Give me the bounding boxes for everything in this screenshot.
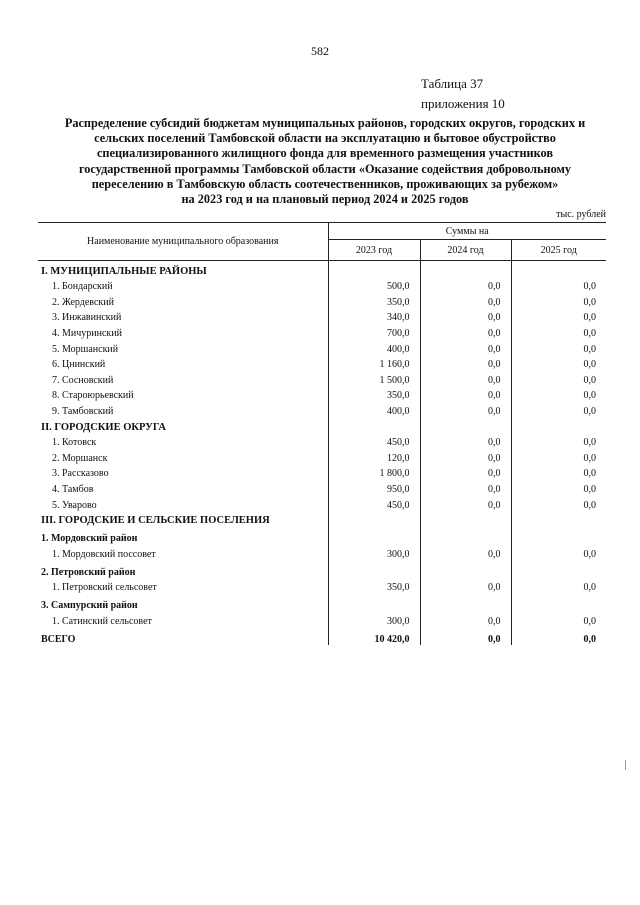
value-2025: 0,0 (583, 327, 597, 339)
title-line: специализированного жилищного фонда для временного размещения участников (96, 146, 554, 161)
value-2024: 0,0 (420, 611, 511, 627)
document-title (30, 116, 620, 207)
value-2024 (420, 560, 511, 578)
row-name: 1. Мордовский поссовет (38, 544, 328, 560)
value-2023: 350,0 (328, 292, 420, 308)
row-name: 2. Жердевский (38, 292, 328, 308)
value-2023 (328, 593, 420, 611)
row-name: 4. Тамбов (38, 479, 328, 495)
header-year-2024: 2024 год (420, 240, 511, 261)
table-row (38, 495, 606, 511)
value-2025: 0,0 (583, 499, 597, 511)
row-name: 3. Рассказово (38, 464, 328, 480)
value-2024: 0,0 (420, 292, 511, 308)
row-name: 2. Моршанск (38, 448, 328, 464)
table-row (38, 339, 606, 355)
table-row (38, 448, 606, 464)
value-2024 (420, 511, 511, 527)
row-name: III. ГОРОДСКИЕ И СЕЛЬСКИЕ ПОСЕЛЕНИЯ (38, 511, 328, 527)
value-2025: 0,0 (583, 437, 597, 449)
district-row (38, 560, 606, 578)
table-row (38, 292, 606, 308)
value-2024: 0,0 (420, 277, 511, 293)
title-line: на 2023 год и на плановый период 2024 и 2025 годов (181, 192, 469, 207)
value-2024 (420, 593, 511, 611)
value-2023 (328, 526, 420, 544)
value-2025 (511, 560, 606, 578)
header-name: Наименование муниципального образования (38, 223, 328, 261)
value-2025: 0,0 (583, 483, 597, 495)
table-caption: Таблица 37 (421, 76, 484, 91)
title-line: Распределение субсидий бюджетам муниципальных районов, городских округов, городских и (64, 116, 586, 130)
value-2024: 0,0 (420, 448, 511, 464)
value-2025: 0,0 (583, 405, 597, 417)
value-2023 (328, 511, 420, 527)
row-name: 8. Староюрьевский (38, 386, 328, 402)
title-line: переселению в Тамбовскую область соотечественников, проживающих за рубежом» (91, 176, 559, 191)
row-name: 3. Сампурский район (38, 593, 328, 611)
district-row (38, 526, 606, 544)
value-2025: 0,0 (583, 548, 597, 560)
value-2024: 0,0 (420, 339, 511, 355)
value-2024 (420, 261, 511, 277)
value-2024: 0,0 (420, 627, 511, 645)
value-2025: 0,0 (583, 390, 597, 402)
value-2025 (511, 511, 606, 527)
row-name: 1. Петровский сельсовет (38, 578, 328, 594)
row-name: ВСЕГО (38, 627, 328, 645)
row-name: 3. Инжавинский (38, 308, 328, 324)
row-name: 2. Петровский район (38, 560, 328, 578)
value-2024: 0,0 (420, 433, 511, 449)
value-2023 (328, 417, 420, 433)
row-name: 6. Цнинский (38, 355, 328, 371)
value-2023: 300,0 (328, 611, 420, 627)
table-row (38, 611, 606, 627)
value-2024: 0,0 (420, 544, 511, 560)
table-body (38, 261, 606, 645)
row-name: II. ГОРОДСКИЕ ОКРУГА (38, 417, 328, 433)
value-2024: 0,0 (420, 386, 511, 402)
value-2025: 0,0 (583, 312, 597, 324)
value-2025: 0,0 (583, 633, 597, 645)
title-line: сельских поселений Тамбовской области на эксплуатацию и бытовое обустройство (94, 131, 556, 146)
row-name: 1. Сатинский сельсовет (38, 611, 328, 627)
section-row (38, 417, 606, 433)
value-2024: 0,0 (420, 578, 511, 594)
header-year-2023: 2023 год (328, 240, 420, 261)
appendix-caption: приложения 10 (421, 96, 505, 111)
value-2023: 500,0 (328, 277, 420, 293)
table-row (38, 355, 606, 371)
row-name: 1. Котовск (38, 433, 328, 449)
row-name: 1. Бондарский (38, 277, 328, 293)
value-2024: 0,0 (420, 479, 511, 495)
row-name: 1. Мордовский район (38, 526, 328, 544)
title-line: государственной программы Тамбовской области «Оказание содействия добровольному (78, 161, 572, 176)
value-2023: 1 500,0 (328, 370, 420, 386)
value-2023 (328, 560, 420, 578)
value-2023 (328, 261, 420, 277)
table-row (38, 323, 606, 339)
table-row (38, 479, 606, 495)
value-2024: 0,0 (420, 355, 511, 371)
value-2023: 300,0 (328, 544, 420, 560)
value-2025: 0,0 (583, 343, 597, 355)
section-row (38, 261, 606, 277)
value-2024: 0,0 (420, 401, 511, 417)
value-2025: 0,0 (583, 296, 597, 308)
table-row (38, 544, 606, 560)
row-name: 5. Уварово (38, 495, 328, 511)
row-name: 4. Мичуринский (38, 323, 328, 339)
row-name: I. МУНИЦИПАЛЬНЫЕ РАЙОНЫ (38, 261, 328, 277)
table-row (38, 433, 606, 449)
value-2023: 340,0 (328, 308, 420, 324)
value-2023: 400,0 (328, 339, 420, 355)
value-2024 (420, 417, 511, 433)
value-2023: 950,0 (328, 479, 420, 495)
header-year-2025: 2025 год (511, 240, 606, 261)
table-row (38, 578, 606, 594)
subsidy-table (38, 222, 606, 645)
value-2024: 0,0 (420, 464, 511, 480)
unit-label: тыс. рублей (556, 209, 606, 220)
value-2024 (420, 526, 511, 544)
value-2025 (511, 261, 606, 277)
value-2023: 1 160,0 (328, 355, 420, 371)
value-2024: 0,0 (420, 495, 511, 511)
scan-edge-mark (625, 760, 626, 770)
value-2025 (511, 526, 606, 544)
value-2025: 0,0 (583, 374, 597, 386)
value-2025: 0,0 (583, 582, 597, 594)
row-name: 9. Тамбовский (38, 401, 328, 417)
row-name: 7. Сосновский (38, 370, 328, 386)
page-number: 582 (311, 44, 329, 58)
row-name: 5. Моршанский (38, 339, 328, 355)
value-2024: 0,0 (420, 323, 511, 339)
header-sums: Суммы на (328, 223, 606, 240)
value-2023: 700,0 (328, 323, 420, 339)
district-row (38, 593, 606, 611)
value-2023: 120,0 (328, 448, 420, 464)
value-2023: 1 800,0 (328, 464, 420, 480)
value-2025: 0,0 (583, 615, 597, 627)
value-2023: 450,0 (328, 433, 420, 449)
total-row (38, 627, 606, 645)
value-2023: 10 420,0 (328, 627, 420, 645)
value-2025: 0,0 (583, 452, 597, 464)
value-2023: 350,0 (328, 578, 420, 594)
table-row (38, 464, 606, 480)
value-2023: 400,0 (328, 401, 420, 417)
value-2025: 0,0 (583, 281, 597, 293)
table-row (38, 370, 606, 386)
value-2025 (511, 417, 606, 433)
value-2025: 0,0 (583, 468, 597, 480)
value-2023: 450,0 (328, 495, 420, 511)
value-2024: 0,0 (420, 308, 511, 324)
table-row (38, 401, 606, 417)
value-2023: 350,0 (328, 386, 420, 402)
table-row (38, 277, 606, 293)
value-2025: 0,0 (583, 359, 597, 371)
section-row (38, 511, 606, 527)
value-2024: 0,0 (420, 370, 511, 386)
table-row (38, 308, 606, 324)
value-2025 (511, 593, 606, 611)
table-row (38, 386, 606, 402)
